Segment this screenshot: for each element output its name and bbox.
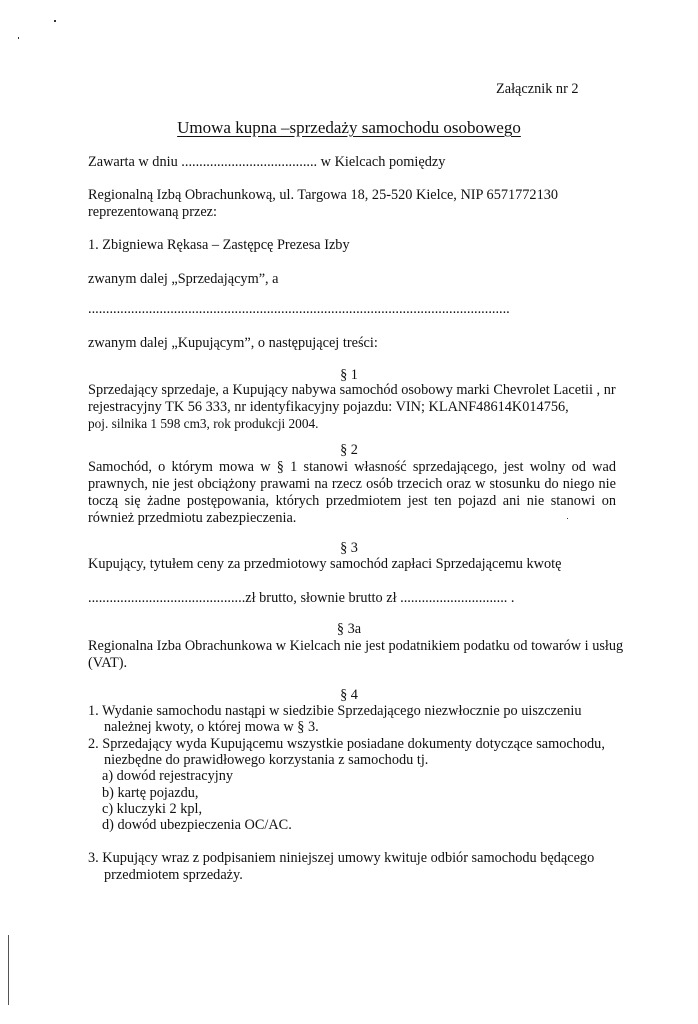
scan-speck [18, 37, 19, 39]
represented-by-line: reprezentowaną przez: [88, 204, 217, 220]
section-2-line: Samochód, o którym mowa w § 1 stanowi własność sprzedającego, jest wolny od wad [88, 459, 616, 475]
section-4-item-cont: niezbędne do prawidłowego korzystania z samochodu tj. [104, 752, 429, 768]
section-4-heading: § 4 [340, 687, 358, 703]
section-3-line: Kupujący, tytułem ceny za przedmiotowy samochód zapłaci Sprzedającemu kwotę [88, 556, 562, 572]
section-3a-line: (VAT). [88, 655, 128, 671]
section-3-heading: § 3 [340, 540, 358, 556]
section-4-item-cont: przedmiotem sprzedaży. [104, 867, 243, 883]
scan-speck [54, 20, 56, 22]
section-2-line: toczą się żadne postępowania, których przedmiotem jest ten pojazd ani nie stanowi on [88, 493, 616, 509]
document-subitem: b) kartę pojazdu, [102, 785, 199, 801]
document-subitem: d) dowód ubezpieczenia OC/AC. [102, 817, 292, 833]
section-2-line: prawnych, nie jest obciążony prawami na rzecz osób trzecich oraz w stosunku do niego nie [88, 476, 616, 492]
buyer-alias-line: zwanym dalej „Kupującym”, o następującej treści: [88, 335, 378, 351]
section-3a-heading: § 3a [336, 621, 362, 637]
section-2-line: również przedmiotu zabezpieczenia. [88, 510, 297, 526]
representative-line: 1. Zbigniewa Rękasa – Zastępcę Prezesa Izby [88, 237, 350, 253]
attachment-label: Załącznik nr 2 [496, 81, 579, 97]
section-1-line: Sprzedający sprzedaje, a Kupujący nabywa samochód osobowy marki Chevrolet Lacetii , nr [88, 382, 616, 398]
section-4-item: 3. Kupujący wraz z podpisaniem niniejszej umowy kwituje odbiór samochodu będącego [88, 850, 595, 866]
section-1-line: poj. silnika 1 598 cm3, rok produkcji 2004. [88, 416, 319, 431]
section-2-heading: § 2 [340, 442, 358, 458]
price-line: ............................................zł brutto, słownie brutto zł .............................. . [88, 590, 515, 606]
section-4-item: 1. Wydanie samochodu nastąpi w siedzibie Sprzedającego niezwłocznie po uiszczeniu [88, 703, 582, 719]
section-4-item: 2. Sprzedający wyda Kupującemu wszystkie posiadane dokumenty dotyczące samochodu, [88, 736, 605, 752]
scan-edge-mark [8, 935, 9, 1005]
concluded-date-line: Zawarta w dniu ...................................... w Kielcach pomiędzy [88, 154, 446, 170]
section-1-heading: § 1 [340, 367, 358, 383]
section-3a-line: Regionalna Izba Obrachunkowa w Kielcach nie jest podatnikiem podatku od towarów i usług [88, 638, 624, 654]
buyer-blank-line: ...................................................................................................................... [88, 301, 510, 317]
seller-address-line: Regionalną Izbą Obrachunkową, ul. Targowa 18, 25-520 Kielce, NIP 6571772130 [88, 187, 559, 203]
document-subitem: a) dowód rejestracyjny [102, 768, 234, 784]
section-4-item-cont: należnej kwoty, o której mowa w § 3. [104, 719, 319, 735]
document-subitem: c) kluczyki 2 kpl, [102, 801, 203, 817]
seller-alias-line: zwanym dalej „Sprzedającym”, a [88, 271, 279, 287]
scan-speck [567, 518, 568, 519]
page-title: Umowa kupna –sprzedaży samochodu osobowego [177, 118, 521, 137]
section-1-line: rejestracyjny TK 56 333, nr identyfikacyjny pojazdu: VIN; KLANF48614K014756, [88, 399, 569, 415]
